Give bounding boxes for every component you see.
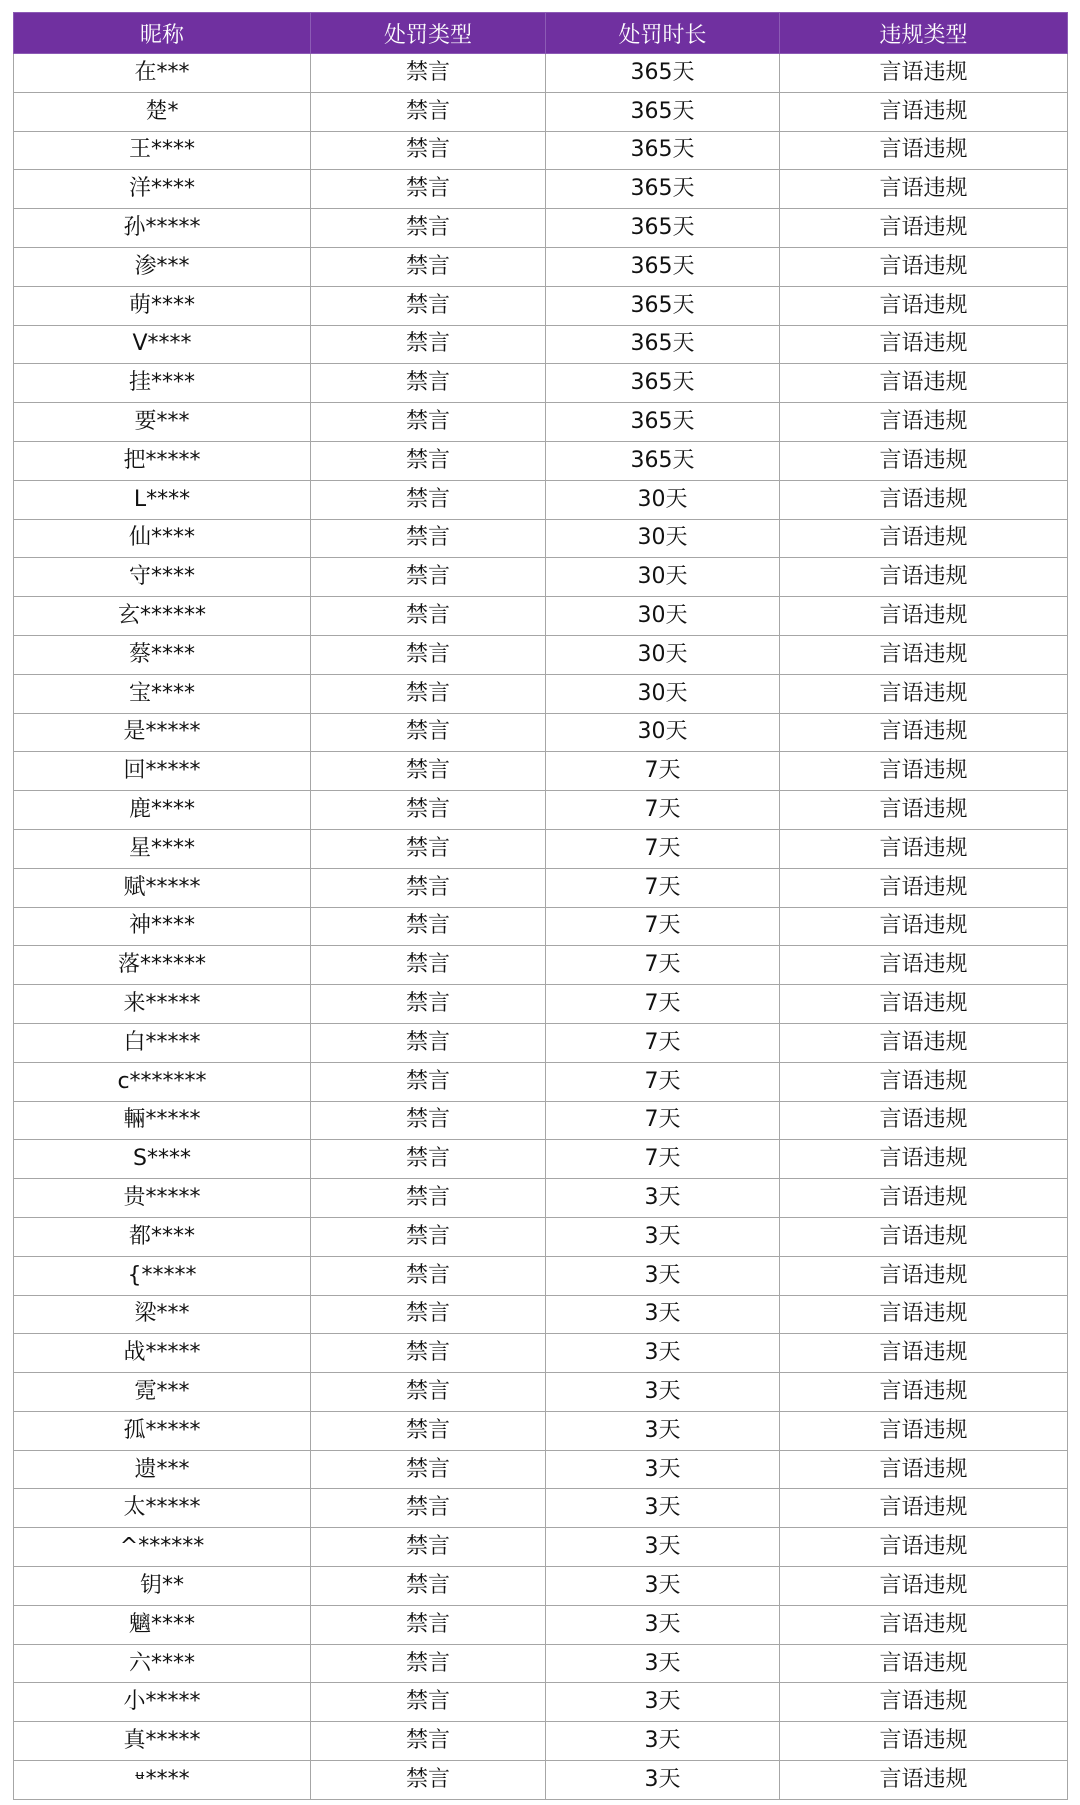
cell-penalty-type: 禁言 bbox=[311, 1683, 546, 1722]
table-row bbox=[14, 1683, 1068, 1722]
table-row bbox=[14, 364, 1068, 403]
cell-violation-type: 言语违规 bbox=[780, 946, 1068, 985]
cell-nickname: 霓*** bbox=[14, 1373, 311, 1412]
cell-penalty-type: 禁言 bbox=[311, 1023, 546, 1062]
cell-penalty-duration: 30天 bbox=[546, 713, 780, 752]
table-row bbox=[14, 1489, 1068, 1528]
cell-penalty-type: 禁言 bbox=[311, 1722, 546, 1761]
cell-nickname: 萌**** bbox=[14, 286, 311, 325]
table-row bbox=[14, 907, 1068, 946]
cell-penalty-type: 禁言 bbox=[311, 674, 546, 713]
cell-penalty-type: 禁言 bbox=[311, 1761, 546, 1800]
table-row bbox=[14, 1023, 1068, 1062]
cell-nickname: S**** bbox=[14, 1140, 311, 1179]
cell-nickname: 来***** bbox=[14, 985, 311, 1024]
table-row bbox=[14, 1101, 1068, 1140]
cell-violation-type: 言语违规 bbox=[780, 1373, 1068, 1412]
cell-penalty-duration: 7天 bbox=[546, 985, 780, 1024]
cell-penalty-type: 禁言 bbox=[311, 209, 546, 248]
table-row bbox=[14, 131, 1068, 170]
penalty-table bbox=[13, 12, 1068, 1800]
cell-nickname: 鹿**** bbox=[14, 791, 311, 830]
cell-penalty-type: 禁言 bbox=[311, 1450, 546, 1489]
cell-nickname: 回***** bbox=[14, 752, 311, 791]
cell-nickname: 钥** bbox=[14, 1567, 311, 1606]
cell-penalty-type: 禁言 bbox=[311, 325, 546, 364]
cell-nickname: 遗*** bbox=[14, 1450, 311, 1489]
table-row bbox=[14, 791, 1068, 830]
cell-violation-type: 言语违规 bbox=[780, 674, 1068, 713]
cell-penalty-type: 禁言 bbox=[311, 131, 546, 170]
cell-penalty-type: 禁言 bbox=[311, 635, 546, 674]
cell-nickname: 神**** bbox=[14, 907, 311, 946]
table-row bbox=[14, 286, 1068, 325]
cell-penalty-type: 禁言 bbox=[311, 946, 546, 985]
cell-violation-type: 言语违规 bbox=[780, 791, 1068, 830]
cell-penalty-duration: 7天 bbox=[546, 752, 780, 791]
cell-violation-type: 言语违规 bbox=[780, 170, 1068, 209]
cell-penalty-duration: 365天 bbox=[546, 441, 780, 480]
cell-penalty-duration: 30天 bbox=[546, 635, 780, 674]
cell-penalty-duration: 365天 bbox=[546, 170, 780, 209]
table-row bbox=[14, 597, 1068, 636]
cell-violation-type: 言语违规 bbox=[780, 131, 1068, 170]
cell-penalty-duration: 365天 bbox=[546, 209, 780, 248]
cell-nickname: 輛***** bbox=[14, 1101, 311, 1140]
cell-nickname: 要*** bbox=[14, 403, 311, 442]
table-row bbox=[14, 674, 1068, 713]
cell-penalty-type: 禁言 bbox=[311, 558, 546, 597]
cell-violation-type: 言语违规 bbox=[780, 1489, 1068, 1528]
cell-penalty-type: 禁言 bbox=[311, 985, 546, 1024]
cell-nickname: 楚* bbox=[14, 92, 311, 131]
table-row bbox=[14, 868, 1068, 907]
cell-nickname: 渗*** bbox=[14, 247, 311, 286]
cell-penalty-type: 禁言 bbox=[311, 247, 546, 286]
cell-violation-type: 言语违规 bbox=[780, 1683, 1068, 1722]
cell-penalty-type: 禁言 bbox=[311, 868, 546, 907]
cell-penalty-duration: 365天 bbox=[546, 325, 780, 364]
cell-penalty-duration: 3天 bbox=[546, 1722, 780, 1761]
cell-violation-type: 言语违规 bbox=[780, 92, 1068, 131]
cell-nickname: 王**** bbox=[14, 131, 311, 170]
table-header bbox=[14, 13, 1068, 54]
cell-nickname: 贵***** bbox=[14, 1179, 311, 1218]
cell-penalty-duration: 7天 bbox=[546, 1023, 780, 1062]
table-row bbox=[14, 54, 1068, 93]
cell-violation-type: 言语违规 bbox=[780, 1411, 1068, 1450]
table-row bbox=[14, 1605, 1068, 1644]
cell-penalty-duration: 3天 bbox=[546, 1295, 780, 1334]
cell-penalty-duration: 3天 bbox=[546, 1450, 780, 1489]
cell-nickname: 玄****** bbox=[14, 597, 311, 636]
table-row bbox=[14, 480, 1068, 519]
cell-nickname: 战***** bbox=[14, 1334, 311, 1373]
cell-penalty-duration: 7天 bbox=[546, 907, 780, 946]
cell-violation-type: 言语违规 bbox=[780, 1217, 1068, 1256]
cell-penalty-duration: 30天 bbox=[546, 519, 780, 558]
cell-violation-type: 言语违规 bbox=[780, 1140, 1068, 1179]
cell-violation-type: 言语违规 bbox=[780, 597, 1068, 636]
table-row bbox=[14, 403, 1068, 442]
table-row bbox=[14, 1528, 1068, 1567]
cell-nickname: 星**** bbox=[14, 829, 311, 868]
cell-nickname: 在*** bbox=[14, 54, 311, 93]
cell-penalty-duration: 3天 bbox=[546, 1489, 780, 1528]
cell-violation-type: 言语违规 bbox=[780, 635, 1068, 674]
cell-violation-type: 言语违规 bbox=[780, 1450, 1068, 1489]
table-row bbox=[14, 1761, 1068, 1800]
cell-penalty-duration: 365天 bbox=[546, 247, 780, 286]
cell-penalty-duration: 30天 bbox=[546, 674, 780, 713]
cell-nickname: 真***** bbox=[14, 1722, 311, 1761]
penalty-table-container bbox=[13, 12, 1067, 1800]
cell-penalty-duration: 7天 bbox=[546, 946, 780, 985]
cell-penalty-duration: 3天 bbox=[546, 1256, 780, 1295]
cell-penalty-duration: 365天 bbox=[546, 92, 780, 131]
cell-penalty-type: 禁言 bbox=[311, 1644, 546, 1683]
cell-nickname: 把***** bbox=[14, 441, 311, 480]
cell-penalty-type: 禁言 bbox=[311, 907, 546, 946]
cell-penalty-duration: 7天 bbox=[546, 1140, 780, 1179]
cell-nickname: 仙**** bbox=[14, 519, 311, 558]
cell-violation-type: 言语违规 bbox=[780, 364, 1068, 403]
cell-penalty-type: 禁言 bbox=[311, 519, 546, 558]
cell-violation-type: 言语违规 bbox=[780, 325, 1068, 364]
cell-violation-type: 言语违规 bbox=[780, 441, 1068, 480]
cell-penalty-type: 禁言 bbox=[311, 1334, 546, 1373]
table-row bbox=[14, 92, 1068, 131]
header-penalty-duration: 处罚时长 bbox=[546, 13, 780, 54]
cell-violation-type: 言语违规 bbox=[780, 1722, 1068, 1761]
cell-penalty-duration: 30天 bbox=[546, 480, 780, 519]
cell-penalty-duration: 30天 bbox=[546, 558, 780, 597]
table-row bbox=[14, 635, 1068, 674]
table-row bbox=[14, 1217, 1068, 1256]
cell-nickname: 守**** bbox=[14, 558, 311, 597]
table-row bbox=[14, 325, 1068, 364]
cell-violation-type: 言语违规 bbox=[780, 1062, 1068, 1101]
cell-penalty-duration: 30天 bbox=[546, 597, 780, 636]
cell-violation-type: 言语违规 bbox=[780, 1605, 1068, 1644]
cell-nickname: 魑**** bbox=[14, 1605, 311, 1644]
cell-violation-type: 言语违规 bbox=[780, 247, 1068, 286]
cell-penalty-type: 禁言 bbox=[311, 170, 546, 209]
cell-penalty-duration: 365天 bbox=[546, 286, 780, 325]
table-row bbox=[14, 247, 1068, 286]
cell-penalty-type: 禁言 bbox=[311, 1605, 546, 1644]
cell-nickname: 洋**** bbox=[14, 170, 311, 209]
cell-violation-type: 言语违规 bbox=[780, 752, 1068, 791]
cell-penalty-duration: 3天 bbox=[546, 1567, 780, 1606]
cell-nickname: 小***** bbox=[14, 1683, 311, 1722]
cell-nickname: L**** bbox=[14, 480, 311, 519]
cell-violation-type: 言语违规 bbox=[780, 519, 1068, 558]
table-row bbox=[14, 946, 1068, 985]
cell-violation-type: 言语违规 bbox=[780, 1295, 1068, 1334]
cell-nickname: 白***** bbox=[14, 1023, 311, 1062]
table-row bbox=[14, 829, 1068, 868]
header-row bbox=[14, 13, 1068, 54]
cell-violation-type: 言语违规 bbox=[780, 1101, 1068, 1140]
cell-penalty-duration: 3天 bbox=[546, 1179, 780, 1218]
cell-violation-type: 言语违规 bbox=[780, 1256, 1068, 1295]
cell-penalty-type: 禁言 bbox=[311, 1179, 546, 1218]
cell-violation-type: 言语违规 bbox=[780, 403, 1068, 442]
table-row bbox=[14, 1334, 1068, 1373]
cell-violation-type: 言语违规 bbox=[780, 1567, 1068, 1606]
cell-penalty-duration: 7天 bbox=[546, 791, 780, 830]
cell-penalty-duration: 3天 bbox=[546, 1683, 780, 1722]
cell-penalty-type: 禁言 bbox=[311, 752, 546, 791]
cell-penalty-type: 禁言 bbox=[311, 829, 546, 868]
cell-penalty-duration: 7天 bbox=[546, 868, 780, 907]
cell-violation-type: 言语违规 bbox=[780, 1644, 1068, 1683]
table-row bbox=[14, 209, 1068, 248]
cell-penalty-duration: 3天 bbox=[546, 1761, 780, 1800]
cell-penalty-type: 禁言 bbox=[311, 791, 546, 830]
cell-nickname: V**** bbox=[14, 325, 311, 364]
table-row bbox=[14, 713, 1068, 752]
table-row bbox=[14, 1450, 1068, 1489]
cell-penalty-type: 禁言 bbox=[311, 1489, 546, 1528]
cell-penalty-type: 禁言 bbox=[311, 480, 546, 519]
cell-violation-type: 言语违规 bbox=[780, 1334, 1068, 1373]
cell-penalty-type: 禁言 bbox=[311, 441, 546, 480]
cell-penalty-type: 禁言 bbox=[311, 1295, 546, 1334]
table-row bbox=[14, 1256, 1068, 1295]
cell-penalty-type: 禁言 bbox=[311, 1411, 546, 1450]
cell-violation-type: 言语违规 bbox=[780, 1761, 1068, 1800]
cell-penalty-type: 禁言 bbox=[311, 597, 546, 636]
cell-penalty-type: 禁言 bbox=[311, 713, 546, 752]
table-row bbox=[14, 1373, 1068, 1412]
table-row bbox=[14, 1140, 1068, 1179]
cell-penalty-duration: 365天 bbox=[546, 364, 780, 403]
cell-nickname: 梁*** bbox=[14, 1295, 311, 1334]
cell-violation-type: 言语违规 bbox=[780, 1023, 1068, 1062]
cell-violation-type: 言语违规 bbox=[780, 907, 1068, 946]
cell-penalty-duration: 3天 bbox=[546, 1373, 780, 1412]
cell-penalty-duration: 3天 bbox=[546, 1644, 780, 1683]
cell-violation-type: 言语违规 bbox=[780, 286, 1068, 325]
cell-penalty-duration: 3天 bbox=[546, 1605, 780, 1644]
cell-penalty-duration: 3天 bbox=[546, 1528, 780, 1567]
cell-nickname: 是***** bbox=[14, 713, 311, 752]
cell-penalty-duration: 365天 bbox=[546, 131, 780, 170]
table-row bbox=[14, 1722, 1068, 1761]
cell-nickname: c******* bbox=[14, 1062, 311, 1101]
cell-penalty-type: 禁言 bbox=[311, 364, 546, 403]
table-row bbox=[14, 441, 1068, 480]
cell-penalty-type: 禁言 bbox=[311, 1567, 546, 1606]
cell-violation-type: 言语违规 bbox=[780, 1528, 1068, 1567]
cell-penalty-duration: 3天 bbox=[546, 1411, 780, 1450]
cell-violation-type: 言语违规 bbox=[780, 985, 1068, 1024]
cell-nickname: 挂**** bbox=[14, 364, 311, 403]
cell-penalty-type: 禁言 bbox=[311, 1373, 546, 1412]
cell-penalty-type: 禁言 bbox=[311, 1062, 546, 1101]
cell-nickname: 宝**** bbox=[14, 674, 311, 713]
table-row bbox=[14, 1411, 1068, 1450]
cell-nickname: {***** bbox=[14, 1256, 311, 1295]
header-violation-type: 违规类型 bbox=[780, 13, 1068, 54]
cell-nickname: 太***** bbox=[14, 1489, 311, 1528]
table-row bbox=[14, 1062, 1068, 1101]
cell-penalty-type: 禁言 bbox=[311, 92, 546, 131]
cell-violation-type: 言语违规 bbox=[780, 209, 1068, 248]
cell-penalty-duration: 7天 bbox=[546, 1101, 780, 1140]
cell-penalty-type: 禁言 bbox=[311, 1101, 546, 1140]
cell-nickname: 孙***** bbox=[14, 209, 311, 248]
cell-nickname: 蔡**** bbox=[14, 635, 311, 674]
cell-nickname: 落****** bbox=[14, 946, 311, 985]
table-row bbox=[14, 752, 1068, 791]
table-row bbox=[14, 1179, 1068, 1218]
cell-violation-type: 言语违规 bbox=[780, 713, 1068, 752]
table-row bbox=[14, 1295, 1068, 1334]
cell-violation-type: 言语违规 bbox=[780, 868, 1068, 907]
cell-violation-type: 言语违规 bbox=[780, 829, 1068, 868]
cell-violation-type: 言语违规 bbox=[780, 54, 1068, 93]
cell-penalty-duration: 3天 bbox=[546, 1334, 780, 1373]
cell-penalty-duration: 365天 bbox=[546, 54, 780, 93]
table-row bbox=[14, 170, 1068, 209]
table-row bbox=[14, 1567, 1068, 1606]
cell-nickname: ^****** bbox=[14, 1528, 311, 1567]
cell-penalty-duration: 3天 bbox=[546, 1217, 780, 1256]
cell-nickname: 都**** bbox=[14, 1217, 311, 1256]
table-row bbox=[14, 558, 1068, 597]
table-body bbox=[14, 54, 1068, 1800]
cell-penalty-type: 禁言 bbox=[311, 1528, 546, 1567]
header-penalty-type: 处罚类型 bbox=[311, 13, 546, 54]
cell-nickname: 赋***** bbox=[14, 868, 311, 907]
cell-penalty-duration: 365天 bbox=[546, 403, 780, 442]
cell-penalty-duration: 7天 bbox=[546, 829, 780, 868]
cell-penalty-type: 禁言 bbox=[311, 54, 546, 93]
cell-penalty-type: 禁言 bbox=[311, 403, 546, 442]
cell-violation-type: 言语违规 bbox=[780, 558, 1068, 597]
table-row bbox=[14, 985, 1068, 1024]
cell-violation-type: 言语违规 bbox=[780, 480, 1068, 519]
cell-penalty-type: 禁言 bbox=[311, 1140, 546, 1179]
cell-nickname: 六**** bbox=[14, 1644, 311, 1683]
cell-penalty-type: 禁言 bbox=[311, 286, 546, 325]
table-row bbox=[14, 1644, 1068, 1683]
cell-nickname: 孤***** bbox=[14, 1411, 311, 1450]
cell-violation-type: 言语违规 bbox=[780, 1179, 1068, 1218]
header-nickname: 昵称 bbox=[14, 13, 311, 54]
cell-penalty-type: 禁言 bbox=[311, 1256, 546, 1295]
cell-penalty-duration: 7天 bbox=[546, 1062, 780, 1101]
cell-nickname: ᶶ**** bbox=[14, 1761, 311, 1800]
table-row bbox=[14, 519, 1068, 558]
cell-penalty-type: 禁言 bbox=[311, 1217, 546, 1256]
